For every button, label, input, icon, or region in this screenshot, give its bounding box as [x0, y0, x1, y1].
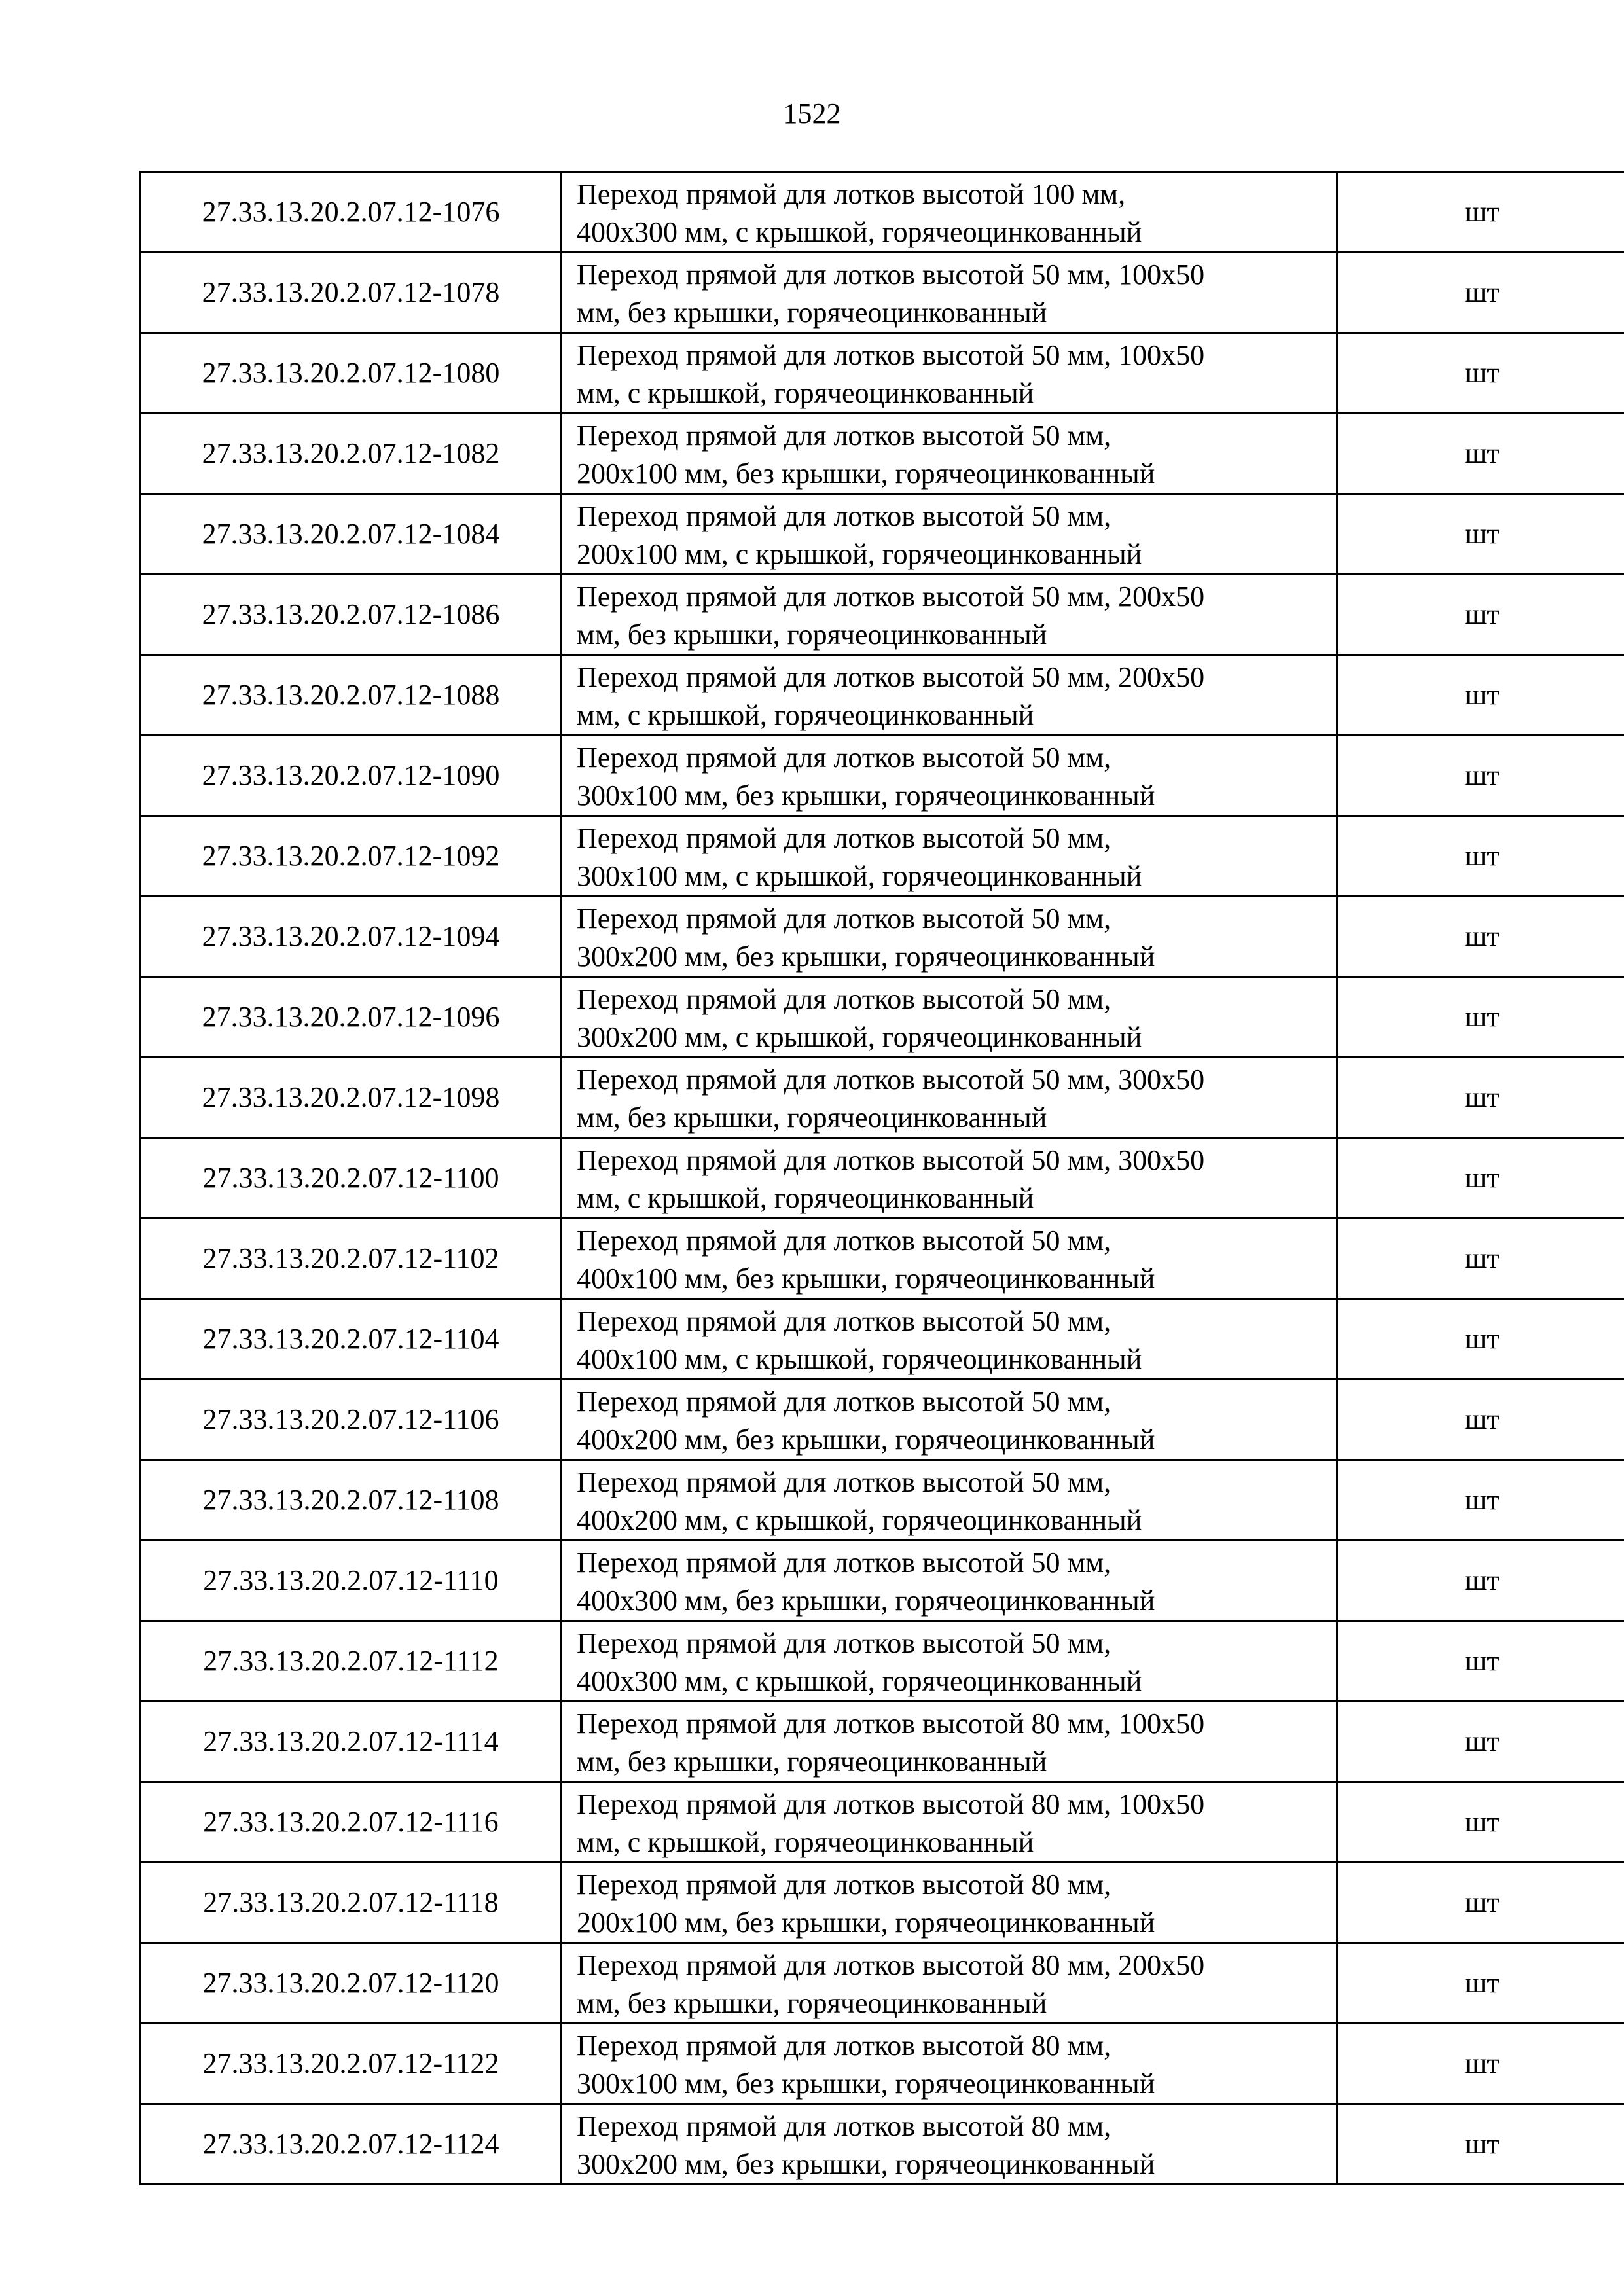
item-name-line: мм, с крышкой, горячеоцинкованный	[577, 1182, 1034, 1214]
item-code-cell: 27.33.13.20.2.07.12-1076	[141, 172, 562, 253]
table-row	[141, 1702, 1624, 1782]
table-row	[141, 414, 1624, 494]
item-name-line: 400х200 мм, без крышки, горячеоцинкованный	[577, 1424, 1155, 1456]
table-row	[141, 816, 1624, 897]
item-name-line: Переход прямой для лотков высотой 50 мм, 200х50	[577, 661, 1205, 693]
table-row	[141, 1380, 1624, 1460]
item-unit-cell: шт	[1337, 1138, 1624, 1219]
item-unit-cell: шт	[1337, 1943, 1624, 2024]
item-name-line: 300х100 мм, с крышкой, горячеоцинкованный	[577, 860, 1142, 892]
item-unit-cell: шт	[1337, 333, 1624, 414]
item-unit-cell: шт	[1337, 816, 1624, 897]
table-row	[141, 1138, 1624, 1219]
item-unit-cell: шт	[1337, 1219, 1624, 1299]
item-code-cell: 27.33.13.20.2.07.12-1098	[141, 1058, 562, 1138]
table-row	[141, 1219, 1624, 1299]
item-code-cell: 27.33.13.20.2.07.12-1124	[141, 2104, 562, 2185]
item-unit-cell: шт	[1337, 1541, 1624, 1621]
table-row	[141, 333, 1624, 414]
item-unit-cell: шт	[1337, 736, 1624, 816]
page-number: 1522	[783, 98, 841, 130]
item-name-line: 300х200 мм, с крышкой, горячеоцинкованный	[577, 1021, 1142, 1053]
table-body	[141, 172, 1624, 2185]
item-name-line: Переход прямой для лотков высотой 50 мм,	[577, 500, 1111, 532]
table-row	[141, 1943, 1624, 2024]
item-name-line: 400х300 мм, без крышки, горячеоцинкованный	[577, 1585, 1155, 1617]
item-name-line: Переход прямой для лотков высотой 50 мм, 100х50	[577, 259, 1205, 291]
item-name-line: Переход прямой для лотков высотой 80 мм, 100х50	[577, 1788, 1205, 1820]
item-name-cell	[562, 1299, 1337, 1380]
item-name-cell	[562, 172, 1337, 253]
item-name-line: 300х200 мм, без крышки, горячеоцинкованный	[577, 2148, 1155, 2180]
item-name-line: мм, без крышки, горячеоцинкованный	[577, 619, 1047, 651]
table-row	[141, 977, 1624, 1058]
item-name-line: Переход прямой для лотков высотой 50 мм,	[577, 1305, 1111, 1337]
item-code-cell: 27.33.13.20.2.07.12-1112	[141, 1621, 562, 1702]
item-name-line: мм, с крышкой, горячеоцинкованный	[577, 699, 1034, 731]
item-unit-cell: шт	[1337, 1460, 1624, 1541]
item-name-line: мм, без крышки, горячеоцинкованный	[577, 1102, 1047, 1134]
item-name-line: Переход прямой для лотков высотой 50 мм,	[577, 420, 1111, 452]
item-name-line: Переход прямой для лотков высотой 50 мм,	[577, 1547, 1111, 1579]
item-code-cell: 27.33.13.20.2.07.12-1078	[141, 253, 562, 333]
item-name-line: 400х100 мм, без крышки, горячеоцинкованный	[577, 1263, 1155, 1295]
item-code-cell: 27.33.13.20.2.07.12-1108	[141, 1460, 562, 1541]
table-row	[141, 2104, 1624, 2185]
item-code-cell: 27.33.13.20.2.07.12-1118	[141, 1863, 562, 1943]
table-row	[141, 172, 1624, 253]
item-unit-cell: шт	[1337, 1621, 1624, 1702]
item-name-cell	[562, 1219, 1337, 1299]
item-name-cell	[562, 2104, 1337, 2185]
item-name-line: Переход прямой для лотков высотой 50 мм,	[577, 1466, 1111, 1498]
item-code-cell: 27.33.13.20.2.07.12-1106	[141, 1380, 562, 1460]
item-name-cell	[562, 897, 1337, 977]
item-name-cell	[562, 414, 1337, 494]
item-name-line: 400х300 мм, с крышкой, горячеоцинкованный	[577, 216, 1142, 248]
item-name-cell	[562, 1782, 1337, 1863]
item-name-line: Переход прямой для лотков высотой 80 мм,	[577, 2110, 1111, 2142]
item-code-cell: 27.33.13.20.2.07.12-1116	[141, 1782, 562, 1863]
item-unit-cell: шт	[1337, 575, 1624, 655]
item-name-line: Переход прямой для лотков высотой 50 мм,	[577, 742, 1111, 774]
item-unit-cell: шт	[1337, 1058, 1624, 1138]
item-name-line: Переход прямой для лотков высотой 80 мм,	[577, 1869, 1111, 1901]
item-name-line: мм, с крышкой, горячеоцинкованный	[577, 1826, 1034, 1858]
item-code-cell: 27.33.13.20.2.07.12-1100	[141, 1138, 562, 1219]
item-name-line: Переход прямой для лотков высотой 50 мм,	[577, 983, 1111, 1015]
item-unit-cell: шт	[1337, 253, 1624, 333]
item-name-line: 400х200 мм, с крышкой, горячеоцинкованный	[577, 1504, 1142, 1536]
table-row	[141, 1299, 1624, 1380]
table-row	[141, 655, 1624, 736]
item-code-cell: 27.33.13.20.2.07.12-1090	[141, 736, 562, 816]
table-row	[141, 1621, 1624, 1702]
item-code-cell: 27.33.13.20.2.07.12-1094	[141, 897, 562, 977]
item-unit-cell: шт	[1337, 172, 1624, 253]
item-name-line: Переход прямой для лотков высотой 50 мм, 200х50	[577, 581, 1205, 613]
item-code-cell: 27.33.13.20.2.07.12-1104	[141, 1299, 562, 1380]
table-row	[141, 2024, 1624, 2104]
item-name-line: 200х100 мм, без крышки, горячеоцинкованный	[577, 457, 1155, 490]
item-name-line: Переход прямой для лотков высотой 50 мм,	[577, 822, 1111, 854]
table-row	[141, 494, 1624, 575]
item-code-cell: 27.33.13.20.2.07.12-1092	[141, 816, 562, 897]
item-name-line: Переход прямой для лотков высотой 80 мм, 100х50	[577, 1708, 1205, 1740]
item-name-cell	[562, 2024, 1337, 2104]
item-unit-cell: шт	[1337, 414, 1624, 494]
item-unit-cell: шт	[1337, 655, 1624, 736]
item-name-line: Переход прямой для лотков высотой 50 мм, 300х50	[577, 1064, 1205, 1096]
item-name-line: Переход прямой для лотков высотой 50 мм, 300х50	[577, 1144, 1205, 1176]
item-code-cell: 27.33.13.20.2.07.12-1122	[141, 2024, 562, 2104]
item-name-line: мм, без крышки, горячеоцинкованный	[577, 296, 1047, 329]
item-name-cell	[562, 1621, 1337, 1702]
item-code-cell: 27.33.13.20.2.07.12-1114	[141, 1702, 562, 1782]
item-code-cell: 27.33.13.20.2.07.12-1110	[141, 1541, 562, 1621]
item-name-line: 300х100 мм, без крышки, горячеоцинкованный	[577, 780, 1155, 812]
table-row	[141, 1863, 1624, 1943]
item-name-cell	[562, 816, 1337, 897]
item-unit-cell: шт	[1337, 1702, 1624, 1782]
table-row	[141, 1541, 1624, 1621]
table-row	[141, 253, 1624, 333]
item-unit-cell: шт	[1337, 1863, 1624, 1943]
item-name-line: Переход прямой для лотков высотой 100 мм,	[577, 178, 1126, 210]
item-name-line: Переход прямой для лотков высотой 50 мм, 100х50	[577, 339, 1205, 371]
item-name-cell	[562, 1541, 1337, 1621]
item-unit-cell: шт	[1337, 2024, 1624, 2104]
item-name-cell	[562, 575, 1337, 655]
item-unit-cell: шт	[1337, 897, 1624, 977]
item-unit-cell: шт	[1337, 1782, 1624, 1863]
item-name-line: 400х100 мм, с крышкой, горячеоцинкованный	[577, 1343, 1142, 1375]
table-row	[141, 897, 1624, 977]
item-name-line: мм, без крышки, горячеоцинкованный	[577, 1746, 1047, 1778]
item-name-cell	[562, 1460, 1337, 1541]
item-unit-cell: шт	[1337, 494, 1624, 575]
item-name-line: Переход прямой для лотков высотой 80 мм, 200х50	[577, 1949, 1205, 1981]
item-name-cell	[562, 1058, 1337, 1138]
item-code-cell: 27.33.13.20.2.07.12-1096	[141, 977, 562, 1058]
item-name-line: мм, без крышки, горячеоцинкованный	[577, 1987, 1047, 2019]
item-name-cell	[562, 655, 1337, 736]
item-name-line: Переход прямой для лотков высотой 80 мм,	[577, 2030, 1111, 2062]
table-row	[141, 1460, 1624, 1541]
item-name-line: 300х200 мм, без крышки, горячеоцинкованный	[577, 941, 1155, 973]
item-name-cell	[562, 333, 1337, 414]
item-unit-cell: шт	[1337, 2104, 1624, 2185]
table-row	[141, 575, 1624, 655]
items-table	[139, 171, 1624, 2185]
item-code-cell: 27.33.13.20.2.07.12-1120	[141, 1943, 562, 2024]
item-name-line: 200х100 мм, без крышки, горячеоцинкованный	[577, 1907, 1155, 1939]
item-name-cell	[562, 1943, 1337, 2024]
table-row	[141, 736, 1624, 816]
item-code-cell: 27.33.13.20.2.07.12-1082	[141, 414, 562, 494]
item-unit-cell: шт	[1337, 1380, 1624, 1460]
item-unit-cell: шт	[1337, 1299, 1624, 1380]
item-unit-cell: шт	[1337, 977, 1624, 1058]
table-row	[141, 1058, 1624, 1138]
item-name-line: 200х100 мм, с крышкой, горячеоцинкованный	[577, 538, 1142, 570]
item-code-cell: 27.33.13.20.2.07.12-1080	[141, 333, 562, 414]
item-name-cell	[562, 1138, 1337, 1219]
item-code-cell: 27.33.13.20.2.07.12-1086	[141, 575, 562, 655]
table-row	[141, 1782, 1624, 1863]
item-name-line: Переход прямой для лотков высотой 50 мм,	[577, 903, 1111, 935]
item-code-cell: 27.33.13.20.2.07.12-1084	[141, 494, 562, 575]
item-name-cell	[562, 253, 1337, 333]
item-name-cell	[562, 1380, 1337, 1460]
item-name-cell	[562, 1863, 1337, 1943]
item-name-line: Переход прямой для лотков высотой 50 мм,	[577, 1225, 1111, 1257]
item-name-line: мм, с крышкой, горячеоцинкованный	[577, 377, 1034, 409]
item-name-cell	[562, 736, 1337, 816]
item-name-line: Переход прямой для лотков высотой 50 мм,	[577, 1386, 1111, 1418]
item-name-cell	[562, 977, 1337, 1058]
item-name-cell	[562, 1702, 1337, 1782]
item-code-cell: 27.33.13.20.2.07.12-1088	[141, 655, 562, 736]
item-name-line: 400х300 мм, с крышкой, горячеоцинкованный	[577, 1665, 1142, 1697]
item-name-cell	[562, 494, 1337, 575]
item-code-cell: 27.33.13.20.2.07.12-1102	[141, 1219, 562, 1299]
item-name-line: 300х100 мм, без крышки, горячеоцинкованный	[577, 2068, 1155, 2100]
item-name-line: Переход прямой для лотков высотой 50 мм,	[577, 1627, 1111, 1659]
